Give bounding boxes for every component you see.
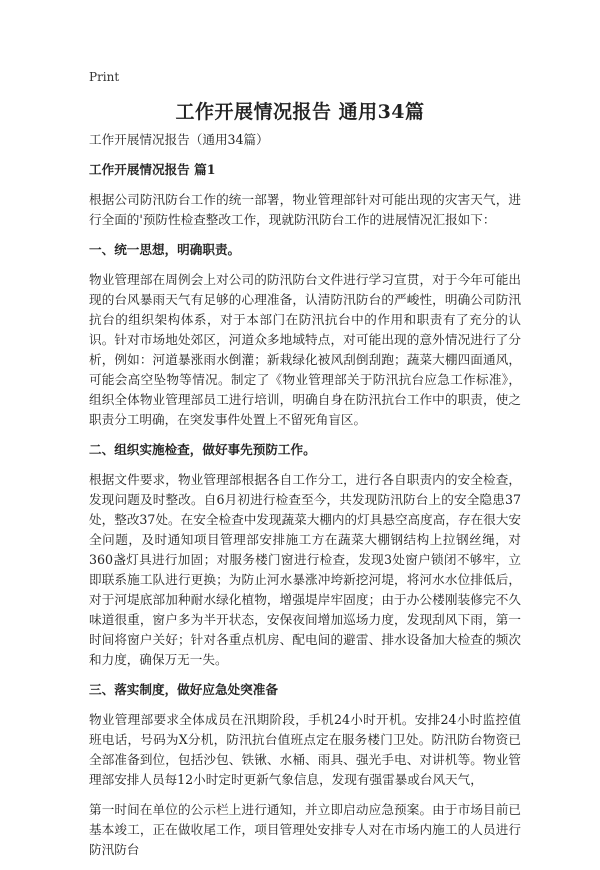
print-link[interactable]: Print bbox=[89, 70, 120, 84]
paragraph-1: 物业管理部在周例会上对公司的防汛防台文件进行学习宣贯，对于今年可能出现的台风暴雨天气有足够的心理准备，认清防汛防台的严峻性，明确公司防汛抗台的组织架构体系，对于本部门在防汛抗台中的作用和职责有了充分的认识。针对市场地处郊区，河道众多地域特点，对可能出现的意外情况进行了分析，例如：河道暴涨雨水倒灌；新栽绿化被风刮倒刮跑；蔬菜大棚四面通风，可能会高空坠物等情况。制定了《物业管理部关于防汛抗台应急工作标准》，组织全体物业管理部员工进行培训，明确自身在防汛抗台工作中的职责，使之职责分工明确，在突发事件处置上不留死角盲区。 bbox=[89, 272, 521, 427]
document-body bbox=[89, 130, 521, 870]
heading-3: 三、落实制度，做好应急处突准备 bbox=[89, 682, 278, 697]
document-subtitle: 工作开展情况报告（通用34篇） bbox=[89, 132, 269, 147]
intro-paragraph: 根据公司防汛防台工作的统一部署，物业管理部针对可能出现的灾害天气，进行全面的'预防性检查整改工作，现就防汛防台工作的进展情况汇报如下： bbox=[89, 192, 521, 227]
heading-2: 二、组织实施检查，做好事先预防工作。 bbox=[89, 442, 316, 457]
paragraph-4: 第一时间在单位的公示栏上进行通知，并立即启动应急预案。由于市场目前已基本竣工，正在做收尾工作，项目管理处安排专人对在市场内施工的人员进行防汛防台 bbox=[89, 802, 521, 857]
heading-1: 一、统一思想，明确职责。 bbox=[89, 242, 241, 257]
section-title: 工作开展情况报告 篇1 bbox=[89, 162, 216, 177]
page-title: 工作开展情况报告 通用34篇 bbox=[175, 101, 425, 123]
paragraph-2: 根据文件要求，物业管理部根据各自工作分工，进行各自职责内的安全检查，发现问题及时整改。自6月初进行检查至今，共发现防汛防台上的安全隐患37处，整改37处。在安全检查中发现蔬菜大棚内的灯具悬空高度高，存在很大安全问题，及时通知项目管理部安排施工方在蔬菜大棚钢结构上拉钢丝绳，对360盏灯具进行加固；对服务楼门窗进行检查，发现3处窗户锁闭不够牢，立即联系施工队进行更换；为防止河水暴涨冲垮新挖河堤，将河水水位排低后，对于河堤底部加种耐水绿化植物，增强堤岸牢固度；由于办公楼刚装修完不久味道很重，窗户多为半开状态，安保夜间增加巡场力度，发现刮风下雨，第一时间将窗户关好；针对各重点机房、配电间的避雷、排水设备加大检查的频次和力度，确保万无一失。 bbox=[89, 472, 521, 667]
paragraph-3: 物业管理部要求全体成员在汛期阶段，手机24小时开机。安排24小时监控值班电话，号码为X分机，防汛抗台值班点定在服务楼门卫处。防汛防台物资已全部准备到位，包括沙包、铁锹、水桶、雨具、强光手电、对讲机等。物业管理部安排人员每12小时定时更新气象信息，发现有强雷暴或台风天气， bbox=[89, 712, 521, 787]
